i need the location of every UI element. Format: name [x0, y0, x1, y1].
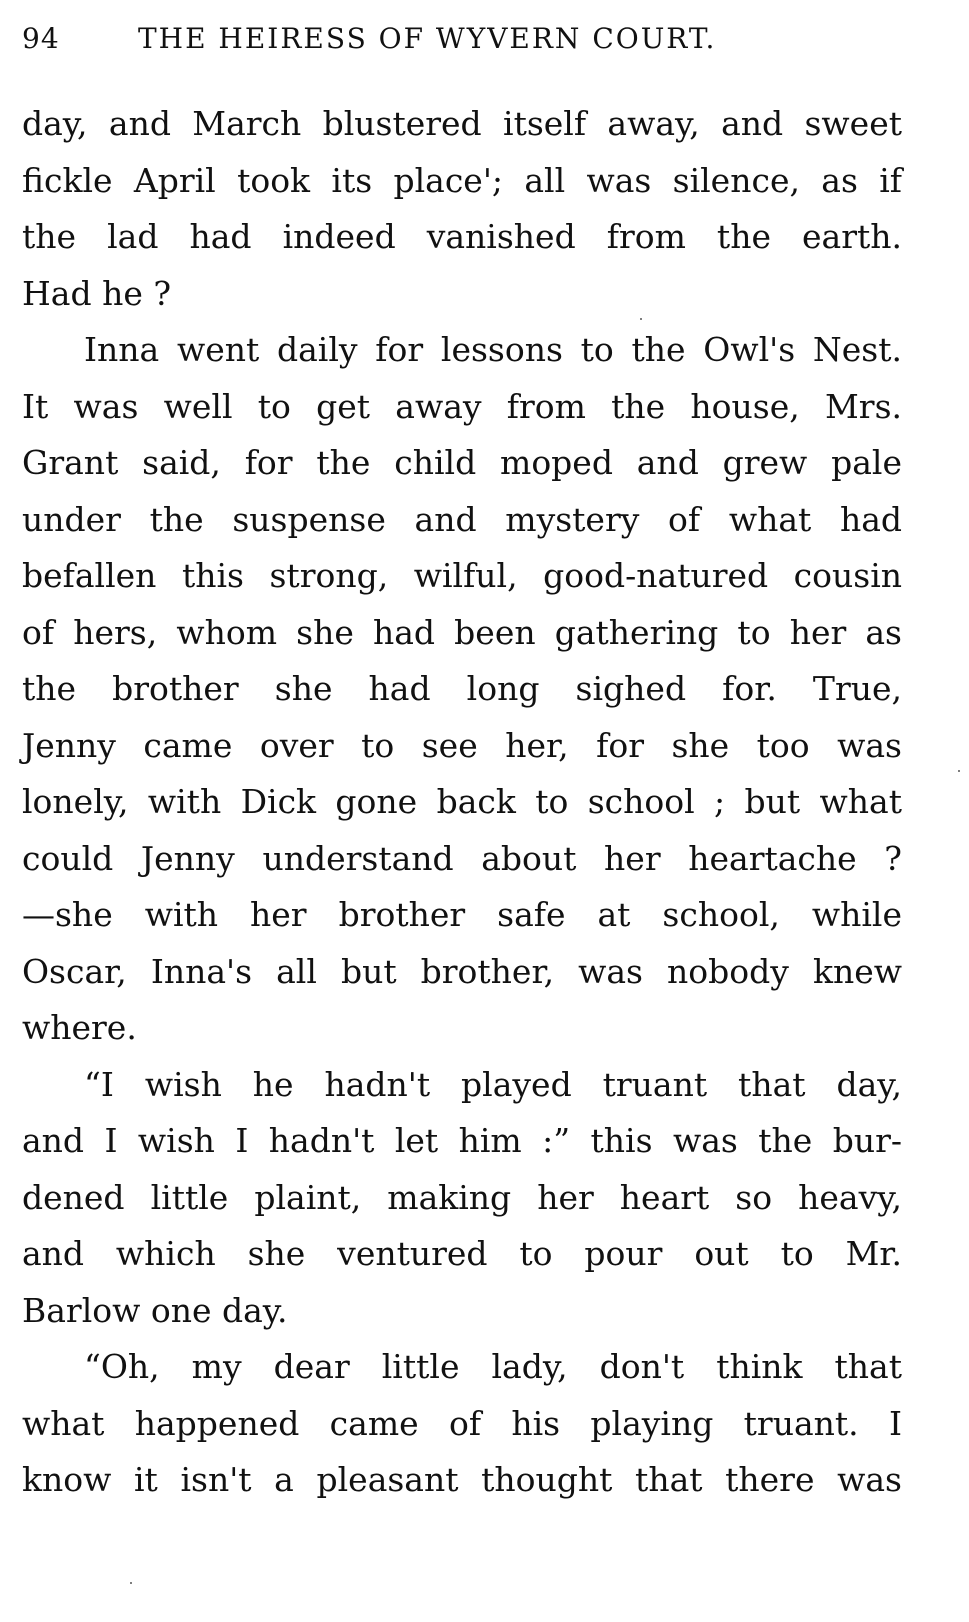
text-line: —she with her brother safe at school, while: [22, 895, 902, 934]
text-line: Jenny came over to see her, for she too was: [22, 725, 902, 765]
text-line: and I wish I hadn't let him :” this was the bur-: [22, 1121, 902, 1160]
page-number: 94: [22, 22, 60, 55]
text-line: befallen this strong, wilful, good-natured cousin: [22, 556, 902, 595]
text-line: of hers, whom she had been gathering to her as: [22, 612, 902, 652]
text-line: Oscar, Inna's all but brother, was nobody knew: [22, 951, 902, 991]
text-line: what happened came of his playing truant. I: [22, 1403, 902, 1443]
text-line: Grant said, for the child moped and grew pale: [22, 443, 902, 482]
text-line: “I wish he hadn't played truant that day,: [84, 1064, 902, 1104]
text-line: It was well to get away from the house, Mrs.: [22, 386, 902, 426]
text-line: know it isn't a pleasant thought that there was: [22, 1460, 902, 1499]
text-line: fickle April took its place'; all was silence, as if: [22, 160, 902, 200]
text-line: Had he ?: [22, 273, 172, 313]
text-line: lonely, with Dick gone back to school ; but what: [22, 782, 902, 821]
scan-speck: [958, 770, 960, 772]
text-line: where.: [22, 1008, 137, 1047]
scan-speck: [640, 318, 642, 320]
text-line: dened little plaint, making her heart so heavy,: [22, 1177, 902, 1217]
body-text: [22, 96, 902, 1509]
text-line: “Oh, my dear little lady, don't think that: [84, 1347, 902, 1386]
running-title: THE HEIRESS OF WYVERN COURT.: [138, 22, 717, 55]
text-line: day, and March blustered itself away, and sweet: [22, 104, 902, 143]
text-line: under the suspense and mystery of what had: [22, 499, 902, 539]
text-line: the lad had indeed vanished from the earth.: [22, 217, 902, 256]
text-line: Inna went daily for lessons to the Owl's Nest.: [84, 330, 902, 369]
scan-speck: [130, 1582, 132, 1584]
running-head: [22, 22, 822, 62]
text-line: Barlow one day.: [22, 1290, 288, 1330]
text-line: could Jenny understand about her heartache ?: [22, 838, 902, 878]
text-line: and which she ventured to pour out to Mr.: [22, 1234, 902, 1273]
text-line: the brother she had long sighed for. True,: [22, 669, 902, 708]
